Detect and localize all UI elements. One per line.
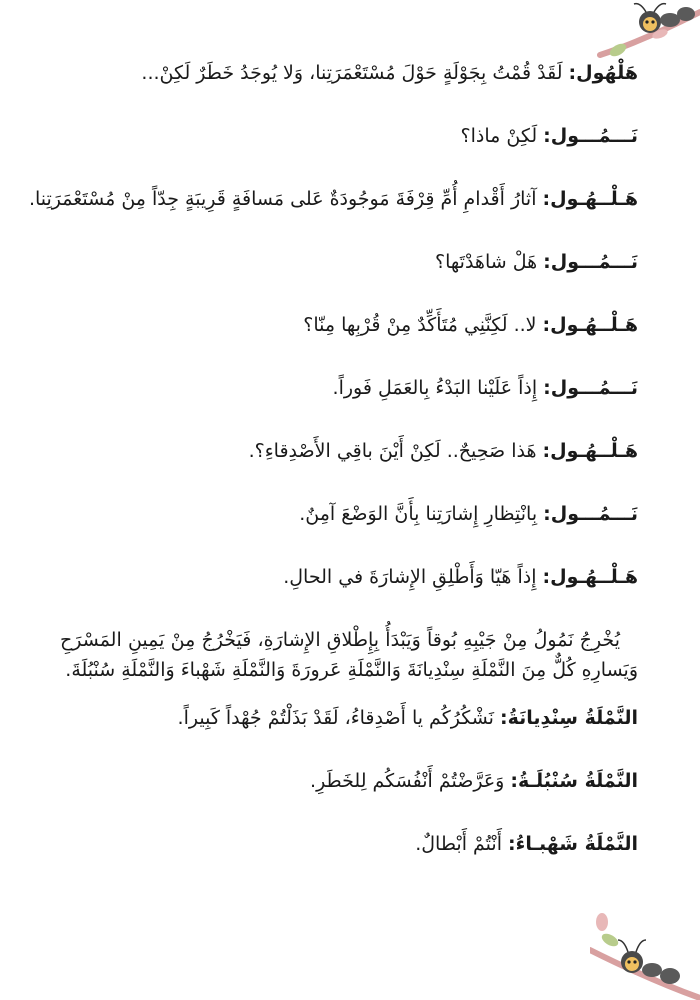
speech-text: هَذا صَحِيحٌ.. لَكِنْ أَيْنَ باقِي الأَصْدِقاءِ؟. [248, 440, 537, 462]
dialogue-line [60, 310, 638, 340]
dialogue-line [60, 499, 638, 529]
dialogue-line [28, 184, 638, 214]
speaker-name: النَّمْلَةُ شَهْبـاءُ: [508, 833, 638, 855]
speech-text: إِذاً هَيّا وَأَطْلِقِ الإِشارَةَ في الحالِ. [283, 566, 537, 588]
speaker-name: هَلْهُول: [568, 62, 638, 84]
stage-direction: يُخْرِجُ نَمُولُ مِنْ جَيْبِهِ بُوقاً وَيَبْدَأُ بِإِطْلاقِ الإِشارَةِ، فَيَخْرُجُ مِنْ يَمِينِ المَسْرَحِ وَيَسارِهِ كُلٌّ مِنَ النَّمْلَةِ سِنْدِيانَةَ وَالنَّمْلَةِ عَرورَةَ وَالنَّمْلَةِ شَهْباءَ وَالنَّمْلَةِ سُنْبُلَةَ. [60, 629, 638, 681]
speech-text: بِانْتِظارِ إِشارَتِنا بِأَنَّ الوَضْعَ آمِنٌ. [299, 503, 538, 525]
speaker-name: نَـــمُـــول: [543, 251, 638, 273]
speech-text: هَلْ شاهَدْتَها؟ [435, 251, 538, 273]
speech-text: لَكِنْ ماذا؟ [460, 125, 538, 147]
speech-text: لَقَدْ قُمْتُ بِجَوْلَةٍ حَوْلَ مُسْتَعْمَرَتِنا، وَلا يُوجَدُ خَطَرٌ لَكِنْ... [141, 62, 563, 84]
speech-text: لا.. لَكِنَّنِي مُتَأَكِّدٌ مِنْ قُرْبِها مِنّا؟ [303, 314, 537, 336]
dialogue-line [60, 829, 638, 859]
ant-with-flower-icon [590, 910, 700, 1000]
dialogue-line [60, 247, 638, 277]
speaker-name: النَّمْلَةُ سُنْبُلَـةُ: [510, 770, 638, 792]
speaker-name: هَـلْــهُـول: [542, 314, 638, 336]
play-script [28, 58, 638, 892]
speech-text: آثارُ أَقْدامِ أُمِّ قِرْفَةَ مَوجُودَةٌ عَلى مَسافَةٍ قَرِيبَةٍ جِدّاً مِنْ مُسْتَعْمَرَتِنا. [28, 188, 537, 210]
dialogue-line [60, 373, 638, 403]
speech-text: وَعَرَّضْتُمْ أَنْفُسَكُم لِلخَطَرِ. [310, 770, 505, 792]
dialogue-line [60, 562, 638, 592]
dialogue-line [60, 58, 638, 88]
speech-text: إِذاً عَلَيْنا البَدْءُ بِالعَمَلِ فَوراً. [332, 377, 538, 399]
speaker-name: نَـــمُـــول: [543, 503, 638, 525]
speech-text: نَشْكُرُكُم يا أَصْدِقاءُ، لَقَدْ بَذَلْتُمْ جُهْداً كَبِيراً. [177, 707, 494, 729]
speaker-name: هَـلْــهُـول: [542, 440, 638, 462]
dialogue-line [60, 766, 638, 796]
speaker-name: هَـلْــهُـول: [542, 566, 638, 588]
dialogue-line [60, 121, 638, 151]
dialogue-line [60, 436, 638, 466]
dialogue-line [60, 703, 638, 733]
speaker-name: نَـــمُـــول: [543, 125, 638, 147]
speaker-name: النَّمْلَةُ سِنْدِيانَةُ: [500, 707, 638, 729]
speaker-name: نَـــمُـــول: [543, 377, 638, 399]
speech-text: أَنْتُمْ أَبْطالٌ. [415, 833, 502, 855]
speaker-name: هَـلْــهُـول: [542, 188, 638, 210]
